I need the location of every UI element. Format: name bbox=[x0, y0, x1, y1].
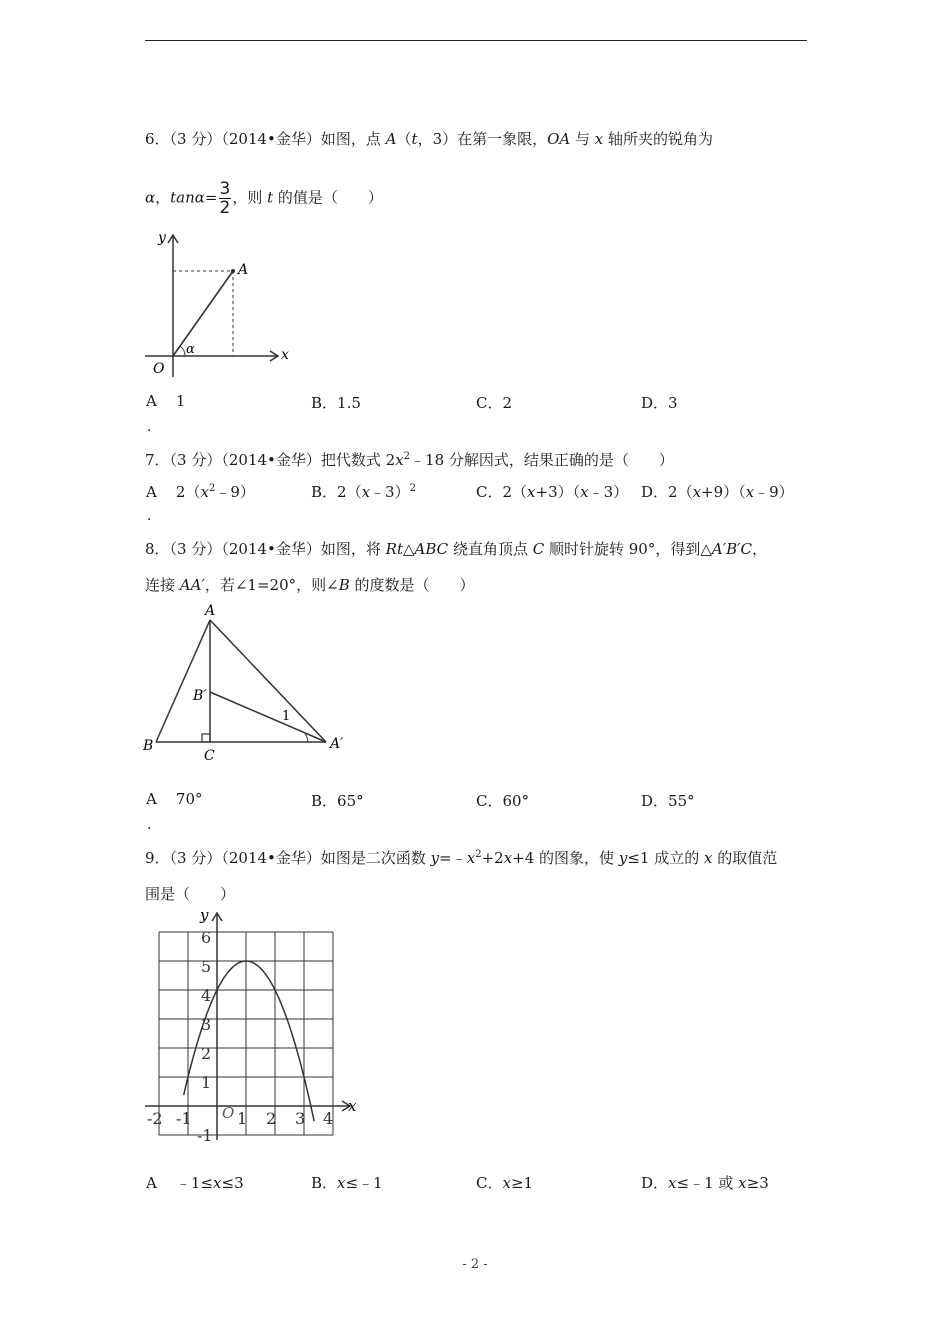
q9-xtick-3: 3 bbox=[295, 1109, 306, 1128]
q9-xtick-neg2: -2 bbox=[147, 1109, 163, 1128]
q6-label-O: O bbox=[153, 361, 165, 377]
q9-label-y: y bbox=[200, 906, 209, 924]
q9-stem-line1: 9．（3 分）（2014•金华）如图是二次函数 $y=﹣x^2+2x+4$ 的图象，使 y≤1 成立的 x 的取值范 bbox=[145, 849, 778, 867]
q9-option-c[interactable]: C．x≥1 bbox=[476, 1174, 534, 1192]
q9-option-b[interactable]: B．x≤﹣1 bbox=[311, 1174, 383, 1192]
q9-option-a[interactable]: A ﹣1≤x≤3 bbox=[146, 1174, 244, 1192]
q7-option-a[interactable]: A $2(x^2﹣9)$ bbox=[146, 483, 255, 501]
q8-label-angle1: 1 bbox=[282, 709, 291, 724]
q7-stem: 7．（3 分）（2014•金华）把代数式 $2x^2﹣18$ 分解因式，结果正确的是（ ） bbox=[145, 451, 674, 469]
q6-label-alpha: α bbox=[186, 342, 195, 357]
q8-option-a[interactable]: A 70° bbox=[146, 790, 203, 808]
q6-stem-line2: α，tanα= $\frac{3}{2}$ ，则 t 的值是（ ） bbox=[145, 179, 383, 218]
q7-option-c[interactable]: C．2（x+3）（x﹣3） bbox=[476, 483, 629, 501]
q9-xtick-4: 4 bbox=[323, 1109, 334, 1128]
q7-option-d[interactable]: D．2（x+9）（x﹣9） bbox=[641, 483, 794, 501]
q9-ytick-6: 6 bbox=[201, 928, 212, 947]
q9-ytick-1: 1 bbox=[201, 1073, 212, 1092]
q9-ytick-3: 3 bbox=[201, 1015, 212, 1034]
page-number: - 2 - bbox=[462, 1257, 488, 1272]
q6-option-b[interactable]: B．1.5 bbox=[311, 394, 361, 412]
q6-option-c[interactable]: C．2 bbox=[476, 394, 513, 412]
q8-option-d[interactable]: D．55° bbox=[641, 792, 695, 810]
q6-figure bbox=[140, 225, 300, 385]
q9-ytick-4: 4 bbox=[201, 986, 212, 1005]
q6-stem-line1: 6．（3 分）（2014•金华）如图，点 A（t，3）在第一象限，OA 与 x 轴所夹的锐角为 bbox=[145, 130, 714, 148]
q8-stem-line1: 8．（3 分）（2014•金华）如图，将 Rt△ABC 绕直角顶点 C 顺时针旋转 90°，得到△A′B′C， bbox=[145, 540, 768, 558]
q9-label-O: O bbox=[222, 1104, 235, 1122]
q8-label-B: B bbox=[143, 738, 154, 754]
q9-label-x: x bbox=[348, 1097, 357, 1115]
q6-option-d[interactable]: D．3 bbox=[641, 394, 678, 412]
q9-ytick-2: 2 bbox=[201, 1044, 212, 1063]
q8-figure bbox=[140, 600, 360, 770]
q9-xtick-neg1: -1 bbox=[176, 1109, 192, 1128]
q9-figure bbox=[140, 905, 370, 1145]
header-rule bbox=[145, 40, 807, 41]
q9-xtick-2: 2 bbox=[266, 1109, 277, 1128]
q6-option-a[interactable]: A 1 bbox=[146, 392, 186, 410]
q8-option-c[interactable]: C．60° bbox=[476, 792, 530, 810]
q8-label-Ap: A′ bbox=[330, 736, 344, 752]
q6-label-x: x bbox=[281, 347, 289, 363]
q9-ytick-neg1: -1 bbox=[197, 1126, 213, 1145]
q9-stem-line2: 围是（ ） bbox=[145, 885, 236, 903]
fraction: $\frac{3}{2}$ bbox=[219, 179, 231, 218]
q8-label-Bp: B′ bbox=[193, 688, 207, 704]
q6-dot: ． bbox=[147, 419, 161, 435]
q8-label-A: A bbox=[205, 603, 216, 619]
q9-xtick-1: 1 bbox=[237, 1109, 248, 1128]
q6-label-A: A bbox=[238, 262, 249, 278]
q7-dot: ． bbox=[147, 508, 161, 524]
q7-option-b[interactable]: B．2（x﹣3）$^2$ bbox=[311, 483, 416, 501]
q8-label-C: C bbox=[204, 748, 215, 764]
q9-option-d[interactable]: D．x≤﹣1 或 x≥3 bbox=[641, 1174, 769, 1192]
q8-stem-line2: 连接 AA′，若∠1=20°，则∠B 的度数是（ ） bbox=[145, 576, 475, 594]
q8-option-b[interactable]: B．65° bbox=[311, 792, 364, 810]
q6-label-y: y bbox=[158, 230, 166, 246]
q8-dot: ． bbox=[147, 817, 161, 833]
q9-ytick-5: 5 bbox=[201, 957, 212, 976]
